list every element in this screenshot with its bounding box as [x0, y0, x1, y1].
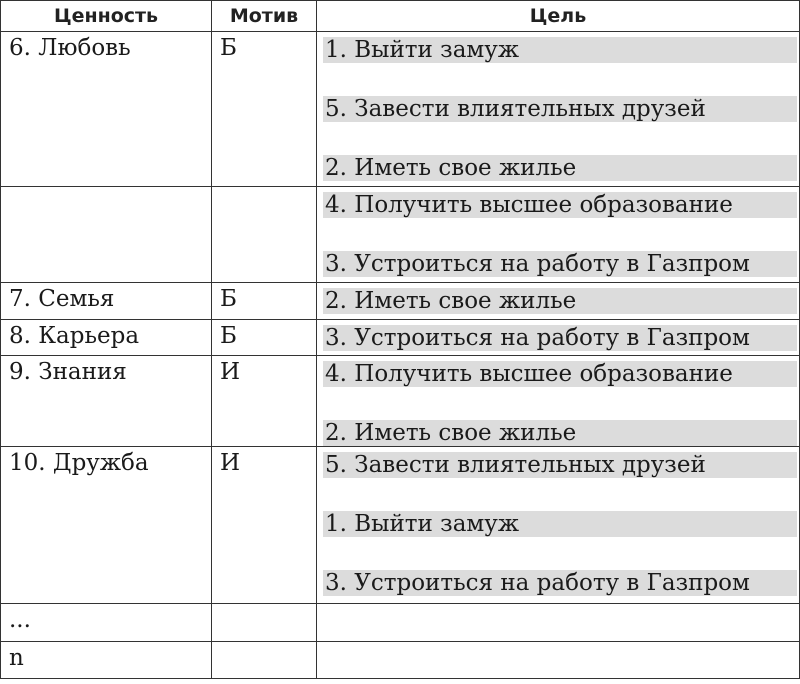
goal-cell: [317, 32, 800, 187]
table-row: [1, 447, 800, 604]
value-cell: 9. Знания: [1, 356, 212, 447]
motive-cell: [212, 604, 317, 642]
motive-cell: И: [212, 356, 317, 447]
header-goal: Цель: [317, 1, 800, 32]
goal-item: 4. Получить высшее образование: [323, 361, 797, 387]
goal-item: 2. Иметь свое жилье: [323, 420, 797, 446]
goal-item: 5. Завести влиятельных друзей: [323, 452, 797, 478]
value-cell: ...: [1, 604, 212, 642]
motive-cell: [212, 187, 317, 283]
goal-item: 3. Устроиться на работу в Газпром: [323, 251, 797, 277]
motive-cell: Б: [212, 320, 317, 356]
goal-item: 3. Устроиться на работу в Газпром: [323, 325, 797, 351]
goal-cell: [317, 187, 800, 283]
table-row: [1, 320, 800, 356]
goal-item: 5. Завести влиятельных друзей: [323, 96, 797, 122]
table-row: [1, 604, 800, 642]
table-row: [1, 32, 800, 187]
motive-cell: И: [212, 447, 317, 604]
goal-cell: [317, 604, 800, 642]
value-cell: [1, 187, 212, 283]
motive-cell: Б: [212, 32, 317, 187]
header-row: [1, 1, 800, 32]
value-cell: 7. Семья: [1, 283, 212, 320]
value-cell: n: [1, 642, 212, 679]
value-cell: 6. Любовь: [1, 32, 212, 187]
motive-cell: Б: [212, 283, 317, 320]
value-cell: 8. Карьера: [1, 320, 212, 356]
header-value: Ценность: [1, 1, 212, 32]
goal-cell: [317, 642, 800, 679]
goal-item: 2. Иметь свое жилье: [323, 288, 797, 314]
motive-cell: [212, 642, 317, 679]
goal-cell: [317, 356, 800, 447]
goal-cell: [317, 320, 800, 356]
goal-cell: [317, 283, 800, 320]
table-row: [1, 187, 800, 283]
goal-item: 4. Получить высшее образование: [323, 192, 797, 218]
goal-item: 1. Выйти замуж: [323, 37, 797, 63]
header-motive: Мотив: [212, 1, 317, 32]
goal-item: 2. Иметь свое жилье: [323, 155, 797, 181]
value-cell: 10. Дружба: [1, 447, 212, 604]
table-row: [1, 356, 800, 447]
table-row: [1, 642, 800, 679]
goal-cell: [317, 447, 800, 604]
goal-item: 3. Устроиться на работу в Газпром: [323, 570, 797, 596]
table-row: [1, 283, 800, 320]
goal-item: 1. Выйти замуж: [323, 511, 797, 537]
